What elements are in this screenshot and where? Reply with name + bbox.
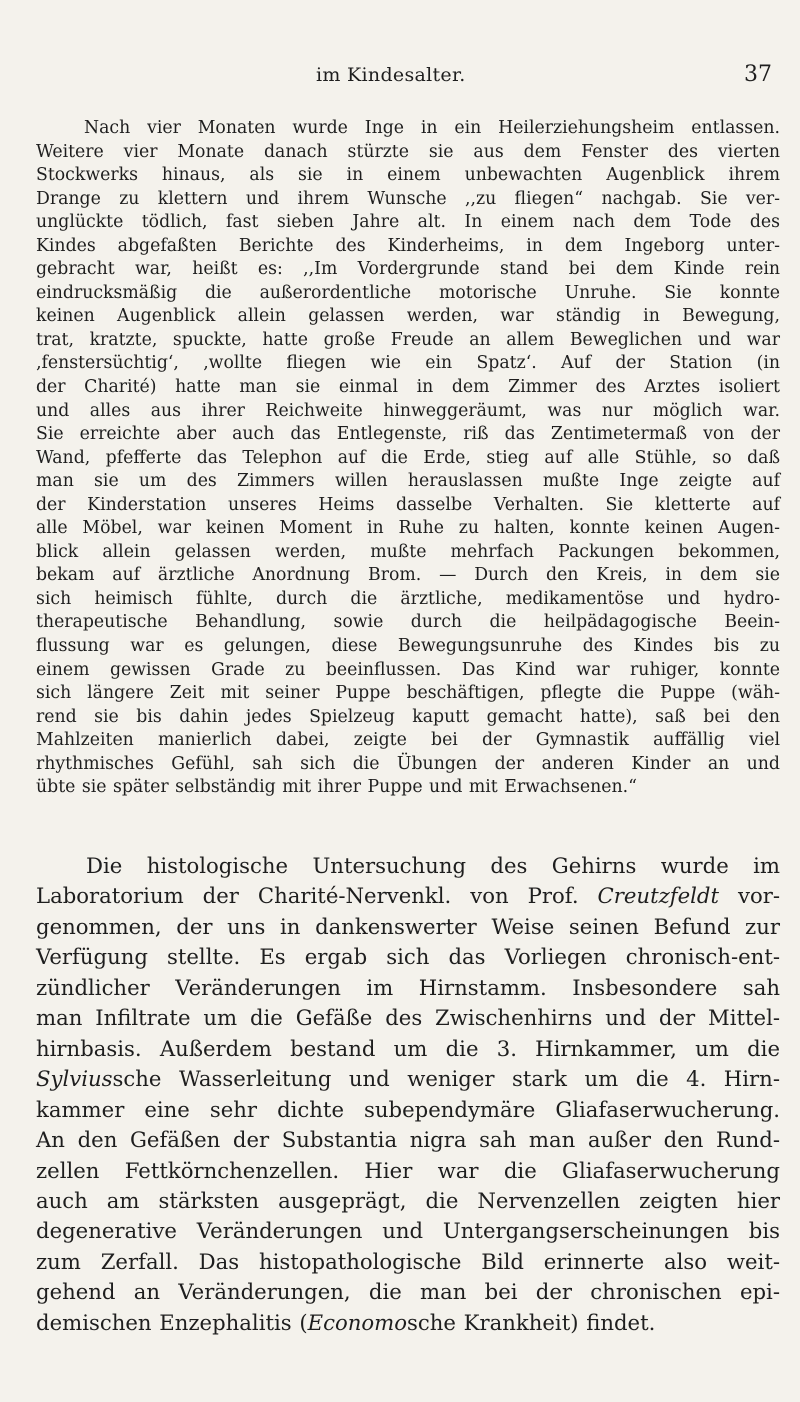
author-name-creutzfeldt: Creutzfeldt [597, 883, 719, 909]
quote-line: trat, kratzte, spuckte, hatte große Freude an allem Beweglichen und war [36, 329, 780, 350]
body-line: zum Zerfall. Das histopathologische Bild erinnerte also weit- [36, 1248, 780, 1274]
quote-line: blick allein gelassen werden, mußte mehrfach Packungen bekommen, [36, 541, 780, 562]
quote-line: therapeutische Behandlung, sowie durch die heilpädagogische Beein- [36, 612, 780, 633]
body-line: genommen, der uns in dankenswerter Weise seinen Befund zur [36, 913, 780, 939]
quote-line: flussung war es gelungen, diese Bewegungsunruhe des Kindes bis zu [36, 636, 780, 657]
quote-line: unglückte tödlich, fast sieben Jahre alt. In einem nach dem Tode des [36, 212, 780, 233]
quote-line: der Kinderstation unseres Heims dasselbe Verhalten. Sie kletterte auf [36, 494, 780, 515]
body-line: Die histologische Untersuchung des Gehirns wurde im [86, 853, 780, 878]
quote-line: Sie erreichte aber auch das Entlegenste, riß das Zentimetermaß von der [36, 424, 780, 445]
case-report-quote [36, 117, 780, 800]
quote-line: einem gewissen Grade zu beeinflussen. Das Kind war ruhiger, konnte [36, 659, 780, 680]
quote-line: rend sie bis dahin jedes Spielzeug kaputt gemacht hatte), saß bei den [36, 706, 780, 727]
body-line: Verfügung stellte. Es ergab sich das Vorliegen chronisch-ent- [36, 944, 780, 970]
page-number: 37 [744, 62, 772, 87]
body-text-segment: Laboratorium der Charité-Nervenkl. von Prof. [36, 883, 598, 909]
body-line [36, 881, 780, 911]
body-line: hirnbasis. Außerdem bestand um die 3. Hirnkammer, um die [36, 1035, 780, 1061]
quote-line: und alles aus ihrer Reichweite hinweggeräumt, was nur möglich war. [36, 400, 780, 421]
author-name-sylvius: Sylvius [36, 1066, 113, 1092]
quote-line: ‚fenstersüchtig‘, ‚wollte fliegen wie ein Spatz‘. Auf der Station (in [36, 353, 780, 374]
page-header [0, 64, 800, 96]
quote-line: Stockwerks hinaus, als sie in einem unbewachten Augenblick ihrem [36, 165, 780, 186]
quote-line: der Charité) hatte man sie einmal in dem Zimmer des Arztes isoliert [36, 377, 780, 398]
quote-line: bekam auf ärztliche Anordnung Brom. — Durch den Kreis, in dem sie [36, 565, 780, 586]
body-line: zellen Fettkörnchenzellen. Hier war die Gliafaserwucherung [36, 1157, 780, 1183]
histology-paragraph [36, 851, 780, 1338]
quote-line: Weitere vier Monate danach stürzte sie aus dem Fenster des vierten [36, 141, 780, 162]
quote-line: rhythmisches Gefühl, sah sich die Übungen der anderen Kinder an und [36, 753, 780, 774]
body-text-segment: sche Wasserleitung und weniger stark um die 4. Hirn- [112, 1066, 780, 1092]
body-line: kammer eine sehr dichte subependymäre Gliafaserwucherung. [36, 1096, 780, 1122]
body-line: degenerative Veränderungen und Untergangserscheinungen bis [36, 1218, 780, 1244]
quote-line: Mahlzeiten manierlich dabei, zeigte bei der Gymnastik auffällig viel [36, 730, 780, 751]
quote-line: sich längere Zeit mit seiner Puppe beschäftigen, pflegte die Puppe (wäh- [36, 683, 780, 704]
quote-line: Drange zu klettern und ihrem Wunsche ,,zu fliegen“ nachgab. Sie ver- [36, 188, 780, 209]
body-line [36, 1064, 780, 1094]
body-text-segment: demischen Enzephalitis ( [36, 1309, 308, 1335]
body-line: zündlicher Veränderungen im Hirnstamm. Insbesondere sah [36, 974, 780, 1000]
quote-line: alle Möbel, war keinen Moment in Ruhe zu halten, konnte keinen Augen- [36, 518, 780, 539]
quote-line: eindrucksmäßig die außerordentliche motorische Unruhe. Sie konnte [36, 282, 780, 303]
body-line: gehend an Veränderungen, die man bei der chronischen epi- [36, 1279, 780, 1305]
quote-line: Kindes abgefaßten Berichte des Kinderheims, in dem Ingeborg unter- [36, 235, 780, 256]
body-line: auch am stärksten ausgeprägt, die Nervenzellen zeigten hier [36, 1187, 780, 1213]
quote-line: übte sie später selbständig mit ihrer Puppe und mit Erwachsenen.“ [36, 777, 637, 798]
body-line: man Infiltrate um die Gefäße des Zwischenhirns und der Mittel- [36, 1005, 780, 1031]
quote-line: sich heimisch fühlte, durch die ärztliche, medikamentöse und hydro- [36, 588, 780, 609]
quote-line: keinen Augenblick allein gelassen werden, war ständig in Bewegung, [36, 306, 780, 327]
body-text-segment: vor- [718, 883, 780, 909]
author-name-economo: Economo [307, 1309, 407, 1335]
running-head: im Kindesalter. [316, 64, 466, 86]
quote-line: Nach vier Monaten wurde Inge in ein Heilerziehungsheim entlassen. [84, 118, 780, 138]
body-text-segment: sche Krankheit) findet. [407, 1309, 656, 1335]
quote-line: Wand, pfefferte das Telephon auf die Erde, stieg auf alle Stühle, so daß [36, 447, 780, 468]
quote-line: man sie um des Zimmers willen herauslassen mußte Inge zeigte auf [36, 471, 780, 492]
body-line [36, 1308, 780, 1338]
body-line: An den Gefäßen der Substantia nigra sah man außer den Rund- [36, 1127, 780, 1153]
quote-line: gebracht war, heißt es: ,,Im Vordergrunde stand bei dem Kinde rein [36, 259, 780, 280]
